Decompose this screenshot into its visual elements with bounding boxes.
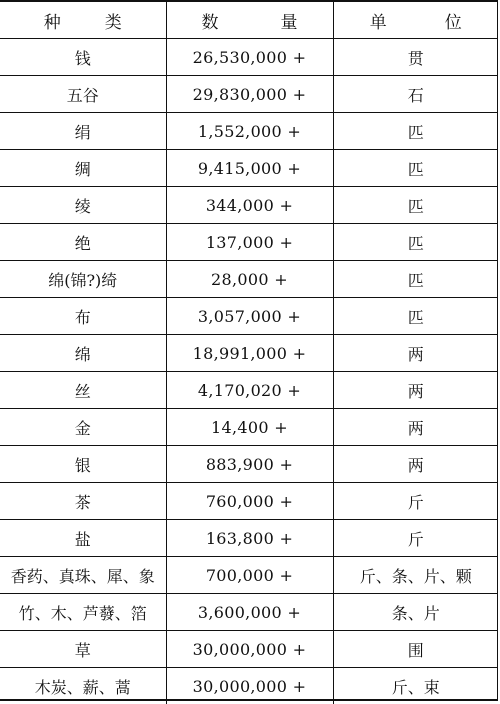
table-header bbox=[0, 2, 498, 39]
header-row bbox=[0, 2, 498, 39]
table-row bbox=[0, 298, 498, 335]
unit-cell: 两 bbox=[333, 372, 498, 409]
table-row bbox=[0, 113, 498, 150]
header-unit-char-2: 位 bbox=[444, 12, 462, 33]
kind-cell: 钱 bbox=[74, 48, 91, 68]
unit-cell: 两 bbox=[333, 335, 498, 372]
kind-cell: 金 bbox=[0, 409, 166, 446]
quantity-cell: 344,000 + bbox=[166, 187, 333, 224]
header-kind bbox=[0, 2, 166, 39]
quantity-cell: 700,000 + bbox=[166, 557, 333, 594]
kind-cell: 绵 bbox=[0, 335, 166, 372]
table-row bbox=[0, 409, 498, 446]
unit-cell: 石 bbox=[333, 76, 498, 113]
table-row bbox=[0, 594, 498, 631]
quantity-cell: 18,991,000 + bbox=[166, 335, 333, 372]
table-row bbox=[0, 39, 498, 76]
table-row bbox=[0, 372, 498, 409]
header-kind-char-1: 种 bbox=[43, 12, 61, 33]
kind-cell: 五谷 bbox=[0, 76, 166, 113]
header-kind-char-2: 类 bbox=[104, 12, 122, 33]
unit-cell: 斤、条、片、颗 bbox=[333, 557, 498, 594]
kind-cell: 绫 bbox=[0, 187, 166, 224]
unit-cell: 匹 bbox=[333, 298, 498, 335]
kind-cell: 木炭、薪、蒿 bbox=[0, 668, 166, 704]
kind-cell: 绝 bbox=[0, 224, 166, 261]
table-row bbox=[0, 557, 498, 594]
unit-cell: 贯 bbox=[333, 39, 498, 76]
unit-cell: 匹 bbox=[333, 187, 498, 224]
quantity-cell: 30,000,000 + bbox=[166, 668, 333, 704]
quantity-cell: 14,400 + bbox=[166, 409, 333, 446]
table-row bbox=[0, 187, 498, 224]
quantity-cell: 4,170,020 + bbox=[166, 372, 333, 409]
table-row bbox=[0, 224, 498, 261]
header-quantity-label bbox=[202, 8, 298, 33]
table-row bbox=[0, 150, 498, 187]
quantity-cell: 163,800 + bbox=[166, 520, 333, 557]
quantity-cell: 30,000,000 + bbox=[166, 631, 333, 668]
table-row bbox=[0, 335, 498, 372]
kind-cell: 竹、木、芦蕟、箔 bbox=[0, 594, 166, 631]
kind-cell: 布 bbox=[0, 298, 166, 335]
quantity-cell: 29,830,000 + bbox=[166, 76, 333, 113]
header-unit-char-1: 单 bbox=[369, 12, 387, 33]
quantity-cell: 26,530,000 + bbox=[166, 39, 333, 76]
table-row bbox=[0, 668, 498, 704]
unit-cell: 斤 bbox=[333, 483, 498, 520]
header-quantity-char-1: 数 bbox=[201, 12, 219, 33]
kind-cell: 茶 bbox=[0, 483, 166, 520]
unit-cell: 斤、束 bbox=[333, 668, 498, 704]
header-quantity-char-2: 量 bbox=[280, 12, 298, 33]
unit-cell: 斤 bbox=[333, 520, 498, 557]
unit-cell: 匹 bbox=[333, 113, 498, 150]
table-row bbox=[0, 446, 498, 483]
kind-cell: 盐 bbox=[0, 520, 166, 557]
kind-cell: 绸 bbox=[0, 150, 166, 187]
table-row bbox=[0, 261, 498, 298]
kind-cell: 绵(锦?)绮 bbox=[0, 261, 166, 298]
kind-cell: 香药、真珠、犀、象 bbox=[0, 557, 166, 594]
table-row bbox=[0, 631, 498, 668]
unit-cell: 两 bbox=[333, 446, 498, 483]
quantity-cell: 1,552,000 + bbox=[166, 113, 333, 150]
kind-cell: 草 bbox=[0, 631, 166, 668]
kind-cell: 绢 bbox=[0, 113, 166, 150]
table-body bbox=[0, 39, 498, 704]
unit-cell: 匹 bbox=[333, 224, 498, 261]
kind-cell: 丝 bbox=[0, 372, 166, 409]
unit-cell: 围 bbox=[333, 631, 498, 668]
table-row bbox=[0, 76, 498, 113]
unit-cell: 两 bbox=[333, 409, 498, 446]
kind-cell: 银 bbox=[0, 446, 166, 483]
header-kind-label bbox=[44, 8, 122, 33]
unit-cell: 匹 bbox=[333, 150, 498, 187]
unit-cell: 匹 bbox=[333, 261, 498, 298]
table-row bbox=[0, 483, 498, 520]
header-unit bbox=[333, 2, 498, 39]
quantity-cell: 760,000 + bbox=[166, 483, 333, 520]
quantity-cell: 883,900 + bbox=[166, 446, 333, 483]
commodity-table bbox=[0, 2, 498, 704]
quantity-cell: 3,600,000 + bbox=[166, 594, 333, 631]
quantity-cell: 137,000 + bbox=[166, 224, 333, 261]
quantity-cell: 3,057,000 + bbox=[166, 298, 333, 335]
table-row bbox=[0, 520, 498, 557]
quantity-cell: 9,415,000 + bbox=[166, 150, 333, 187]
header-unit-label bbox=[370, 8, 462, 33]
header-quantity bbox=[166, 2, 333, 39]
quantity-cell: 28,000 + bbox=[166, 261, 333, 298]
unit-cell: 条、片 bbox=[333, 594, 498, 631]
